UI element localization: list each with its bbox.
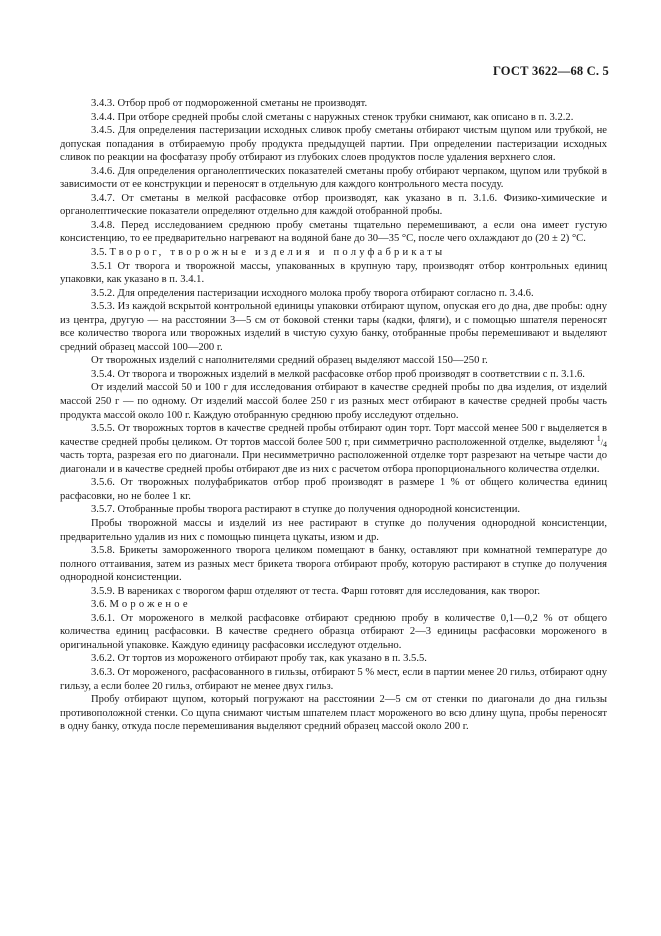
section-title: Творог, творожные изделия и полуфабрикаты [109,247,446,259]
paragraph-3-5-5-part2: часть торта, разрезая его по диагонали. При несимметрично расположенной отделке торт разрезают на четыре части до диагонали и в качестве средней пробы отбирают две из них с расчетом отбора пропорционального количества отделки. [60,450,607,475]
paragraph-3-5-2: 3.5.2. Для определения пастеризации исходного молока пробу творога отбирают согласно п. 3.4.6. [91,287,534,299]
section-heading-3-6 [60,598,607,612]
paragraph-3-6-3-sampling: Пробу отбирают щупом, который погружают на расстоянии 2—5 см от стенки по диагонали до дна гильзы противоположной стенки. Со щупа снимают чистым шпателем пласт мороженого во всю длину щупа, пробы переносят в одну банку, откуда после перемешивания выделяют средний образец массой около 200 г. [60,694,607,733]
document-body [60,97,607,734]
fraction-quarter: 1/4 [596,433,607,449]
paragraph-3-4-4: 3.4.4. При отборе средней пробы слой сметаны с наружных стенок трубки снимают, как описано в п. 3.2.2. [91,111,574,123]
paragraph-3-6-3: 3.6.3. От мороженого, расфасованного в гильзы, отбирают 5 % мест, если в партии менее 20 гильз, отбирают одну гильзу, а если более 20 гильз, отбирают не менее двух гильз. [60,666,607,692]
paragraph-3-5-4-masses: От изделий массой 50 и 100 г для исследования отбирают в качестве средней пробы по два изделия, от изделий массой 250 г — по одному. От изделий массой более 250 г из разных мест отбирают в качестве средней пробы часть продукта массой около 100 г. Каждую отобранную среднюю пробу исследуют отдельно. [60,382,607,421]
section-title: Мороженое [109,599,191,611]
paragraph-3-6-1: 3.6.1. От мороженого в мелкой расфасовке отбирают среднюю пробу в количестве 0,1—0,2 % от общего количества единиц расфасовки. В качестве среднего образца отбирают 2—3 единицы расфасовки мороженого в оригинальной упаковке. Каждую единицу расфасовки исследуют отдельно. [60,612,607,651]
paragraph-3-5-9: 3.5.9. В варениках с творогом фарш отделяют от теста. Фарш готовят для исследования, как творог. [91,585,540,597]
paragraph-3-5-8: 3.5.8. Брикеты замороженного творога целиком помещают в банку, оставляют при комнатной температуре до полного оттаивания, затем из разных мест брикета творога отбирают пробу, которую растирают в ступке до получения однородной консистенции. [60,545,607,584]
paragraph-3-5-4: 3.5.4. От творога и творожных изделий в мелкой расфасовке отбор проб производят в соответствии с п. 3.1.6. [91,368,585,380]
paragraph-3-4-7: 3.4.7. От сметаны в мелкой расфасовке отбор производят, как указано в п. 3.1.6. Физико-химические и органолептические показатели определяют отдельно для каждой отобранной пробы. [60,192,607,218]
paragraph-3-5-3: 3.5.3. Из каждой вскрытой контрольной единицы упаковки отбирают щупом, опуская его до дна, две пробы: одну из центра, другую — на расстоянии 3—5 см от боковой стенки тары (кадки, фляги), и с помощью шпателя переносят все количество творога или творожных изделий в чистую сухую банку, отобранные пробы перемешивают и выделяют средний образец массой 100—200 г. [60,301,607,353]
section-number: 3.5. [91,247,107,259]
paragraph-3-5-5-part1: 3.5.5. От творожных тортов в качестве средней пробы отбирают один торт. Торт массой менее 500 г выделяется в качестве средней пробы целиком. От тортов массой более 500 г, при симметрично расположенной отделке, выделяют [60,423,607,448]
paragraph-3-5-7-mass: Пробы творожной массы и изделий из нее растирают в ступке до получения однородной консистенции, предварительно удалив из них с помощью пинцета цукаты, изюм и др. [60,517,607,543]
fraction-denominator: 4 [603,439,607,449]
section-heading-3-5 [60,246,607,260]
paragraph-3-4-6: 3.4.6. Для определения органолептических показателей сметаны пробу отбирают черпаком, щупом или трубкой в зависимости от ее конструкции и переносят в отдельную для каждого контрольного места посуду. [60,165,607,191]
fraction-numerator: 1 [596,433,601,443]
paragraph-3-5-5 [60,422,607,476]
paragraph-3-5-1: 3.5.1 От творога и творожной массы, упакованных в крупную тару, производят отбор контрольных единиц упаковки, как указано в п. 3.4.1. [60,260,607,286]
paragraph-3-5-7: 3.5.7. Отобранные пробы творога растирают в ступке до получения однородной консистенции. [91,504,521,516]
page-header: ГОСТ 3622—68 С. 5 [492,64,609,78]
paragraph-3-5-6: 3.5.6. От творожных полуфабрикатов отбор проб производят в размере 1 % от общего количества единиц расфасовки, но не более 1 кг. [60,477,607,502]
paragraph-3-5-3-fillers: От творожных изделий с наполнителями средний образец выделяют массой 150—250 г. [91,355,488,367]
section-number: 3.6. [91,599,107,611]
paragraph-3-4-5: 3.4.5. Для определения пастеризации исходных сливок пробу сметаны отбирают чистым щупом или трубкой, не допуская попадания в отбираемую пробу продукта предыдущей партии. При определении пастеризации исходных сливок по реакции на фосфатазу пробу отбирают из глубоких слоев продуктов после удаления верхнего слоя. [60,125,607,164]
paragraph-3-4-3: 3.4.3. Отбор проб от подмороженной сметаны не производят. [91,98,368,109]
paragraph-3-4-8: 3.4.8. Перед исследованием среднюю пробу сметаны тщательно перемешивают, а если она имеет густую консистенцию, то ее предварительно нагревают на водяной бане до 30—35 °С, после чего охлаждают до (20 ± 2) °С. [60,219,607,245]
paragraph-3-6-2: 3.6.2. От тортов из мороженого отбирают пробу так, как указано в п. 3.5.5. [91,653,427,665]
